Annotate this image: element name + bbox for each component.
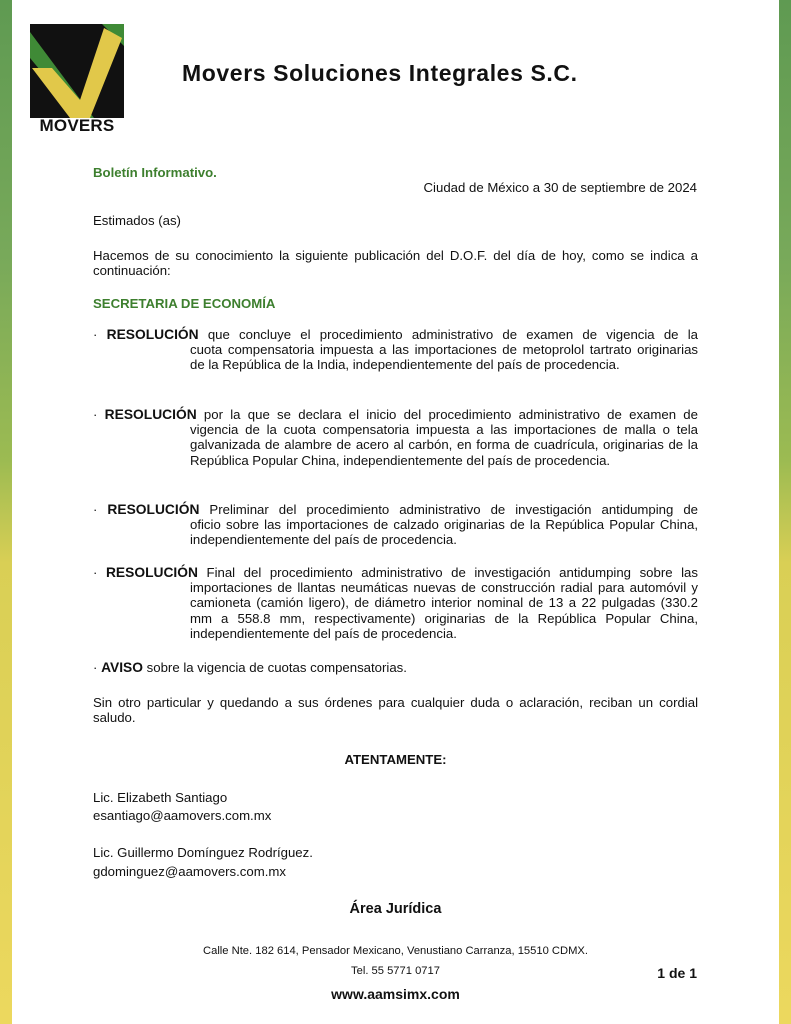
item-keyword: RESOLUCIÓN [107, 502, 200, 517]
item-text-first: Final del procedimiento administrativo de investigación antidumping sobre las [206, 565, 698, 580]
signatory-email: gdominguez@aamovers.com.mx [93, 864, 286, 879]
bullet: · [93, 327, 98, 342]
item-text-first: por la que se declara el inicio del procedimiento administrativo de examen de [203, 407, 698, 422]
signatory-email: esantiago@aamovers.com.mx [93, 808, 272, 823]
item-keyword: AVISO [101, 660, 143, 675]
item-keyword: RESOLUCIÓN [105, 565, 198, 580]
closing-paragraph: Sin otro particular y quedando a sus órdenes para cualquier duda o aclaración, reciban un cordial saludo. [93, 695, 698, 726]
publication-item [93, 327, 698, 373]
item-keyword: RESOLUCIÓN [104, 407, 197, 422]
item-keyword: RESOLUCIÓN [106, 327, 199, 342]
bullet: · [93, 502, 98, 517]
item-text-rest: vigencia de la cuota compensatoria impuesta a las importaciones de malla o tela galvanizada de alambre de acero al carbón, en forma de cuadrícula, originarias de la República Popular China, independientemente del país de procedencia. [190, 422, 698, 468]
bullet: · [93, 660, 98, 675]
publication-item [93, 502, 698, 548]
logo-v-mark [30, 24, 124, 118]
footer-website: www.aamsimx.com [331, 986, 460, 1002]
letter-date: Ciudad de México a 30 de septiembre de 2024 [423, 180, 697, 195]
publication-item [93, 407, 698, 468]
greeting: Estimados (as) [93, 213, 181, 228]
bullet: · [93, 565, 98, 580]
footer-phone: Tel. 55 5771 0717 [351, 965, 440, 977]
department-name: Área Jurídica [349, 901, 442, 917]
item-text-rest: oficio sobre las importaciones de calzado originarias de la República Popular China, independientemente del país de procedencia. [190, 517, 698, 548]
movers-logo [30, 24, 124, 136]
page-number: 1 de 1 [657, 965, 697, 981]
signatory-name: Lic. Guillermo Domínguez Rodríguez. [93, 845, 313, 860]
item-text-rest: importaciones de llantas neumáticas nuevas de construcción radial para automóvil y camioneta (camión ligero), de diámetro interior nominal de 13 a 22 pulgadas (330.2 mm a 558.8 mm, respectivamente) originarias de la República Popular China, independientemente del país de procedencia. [190, 580, 698, 641]
publication-item [93, 660, 698, 675]
signatory-name: Lic. Elizabeth Santiago [93, 790, 228, 805]
bulletin-title: Boletín Informativo. [93, 165, 217, 180]
logo-wordmark: MOVERS [39, 116, 115, 135]
letter-page [12, 0, 779, 1024]
section-heading: SECRETARIA DE ECONOMÍA [93, 296, 276, 311]
item-text-first: sobre la vigencia de cuotas compensatorias. [146, 660, 407, 675]
item-text-first: Preliminar del procedimiento administrativo de investigación antidumping de [209, 502, 699, 517]
publication-item [93, 565, 698, 641]
intro-paragraph: Hacemos de su conocimiento la siguiente publicación del D.O.F. del día de hoy, como se indica a continuación: [93, 248, 698, 279]
sign-off: ATENTAMENTE: [344, 752, 447, 767]
company-name: Movers Soluciones Integrales S.C. [182, 60, 578, 86]
item-text-first: que concluye el procedimiento administrativo de examen de vigencia de la [207, 327, 698, 342]
footer-address: Calle Nte. 182 614, Pensador Mexicano, Venustiano Carranza, 15510 CDMX. [203, 945, 588, 957]
bullet: · [93, 407, 98, 422]
item-text-rest: cuota compensatoria impuesta a las importaciones de metoprolol tartrato originarias de la República de la India, independientemente del país de procedencia. [190, 342, 698, 373]
